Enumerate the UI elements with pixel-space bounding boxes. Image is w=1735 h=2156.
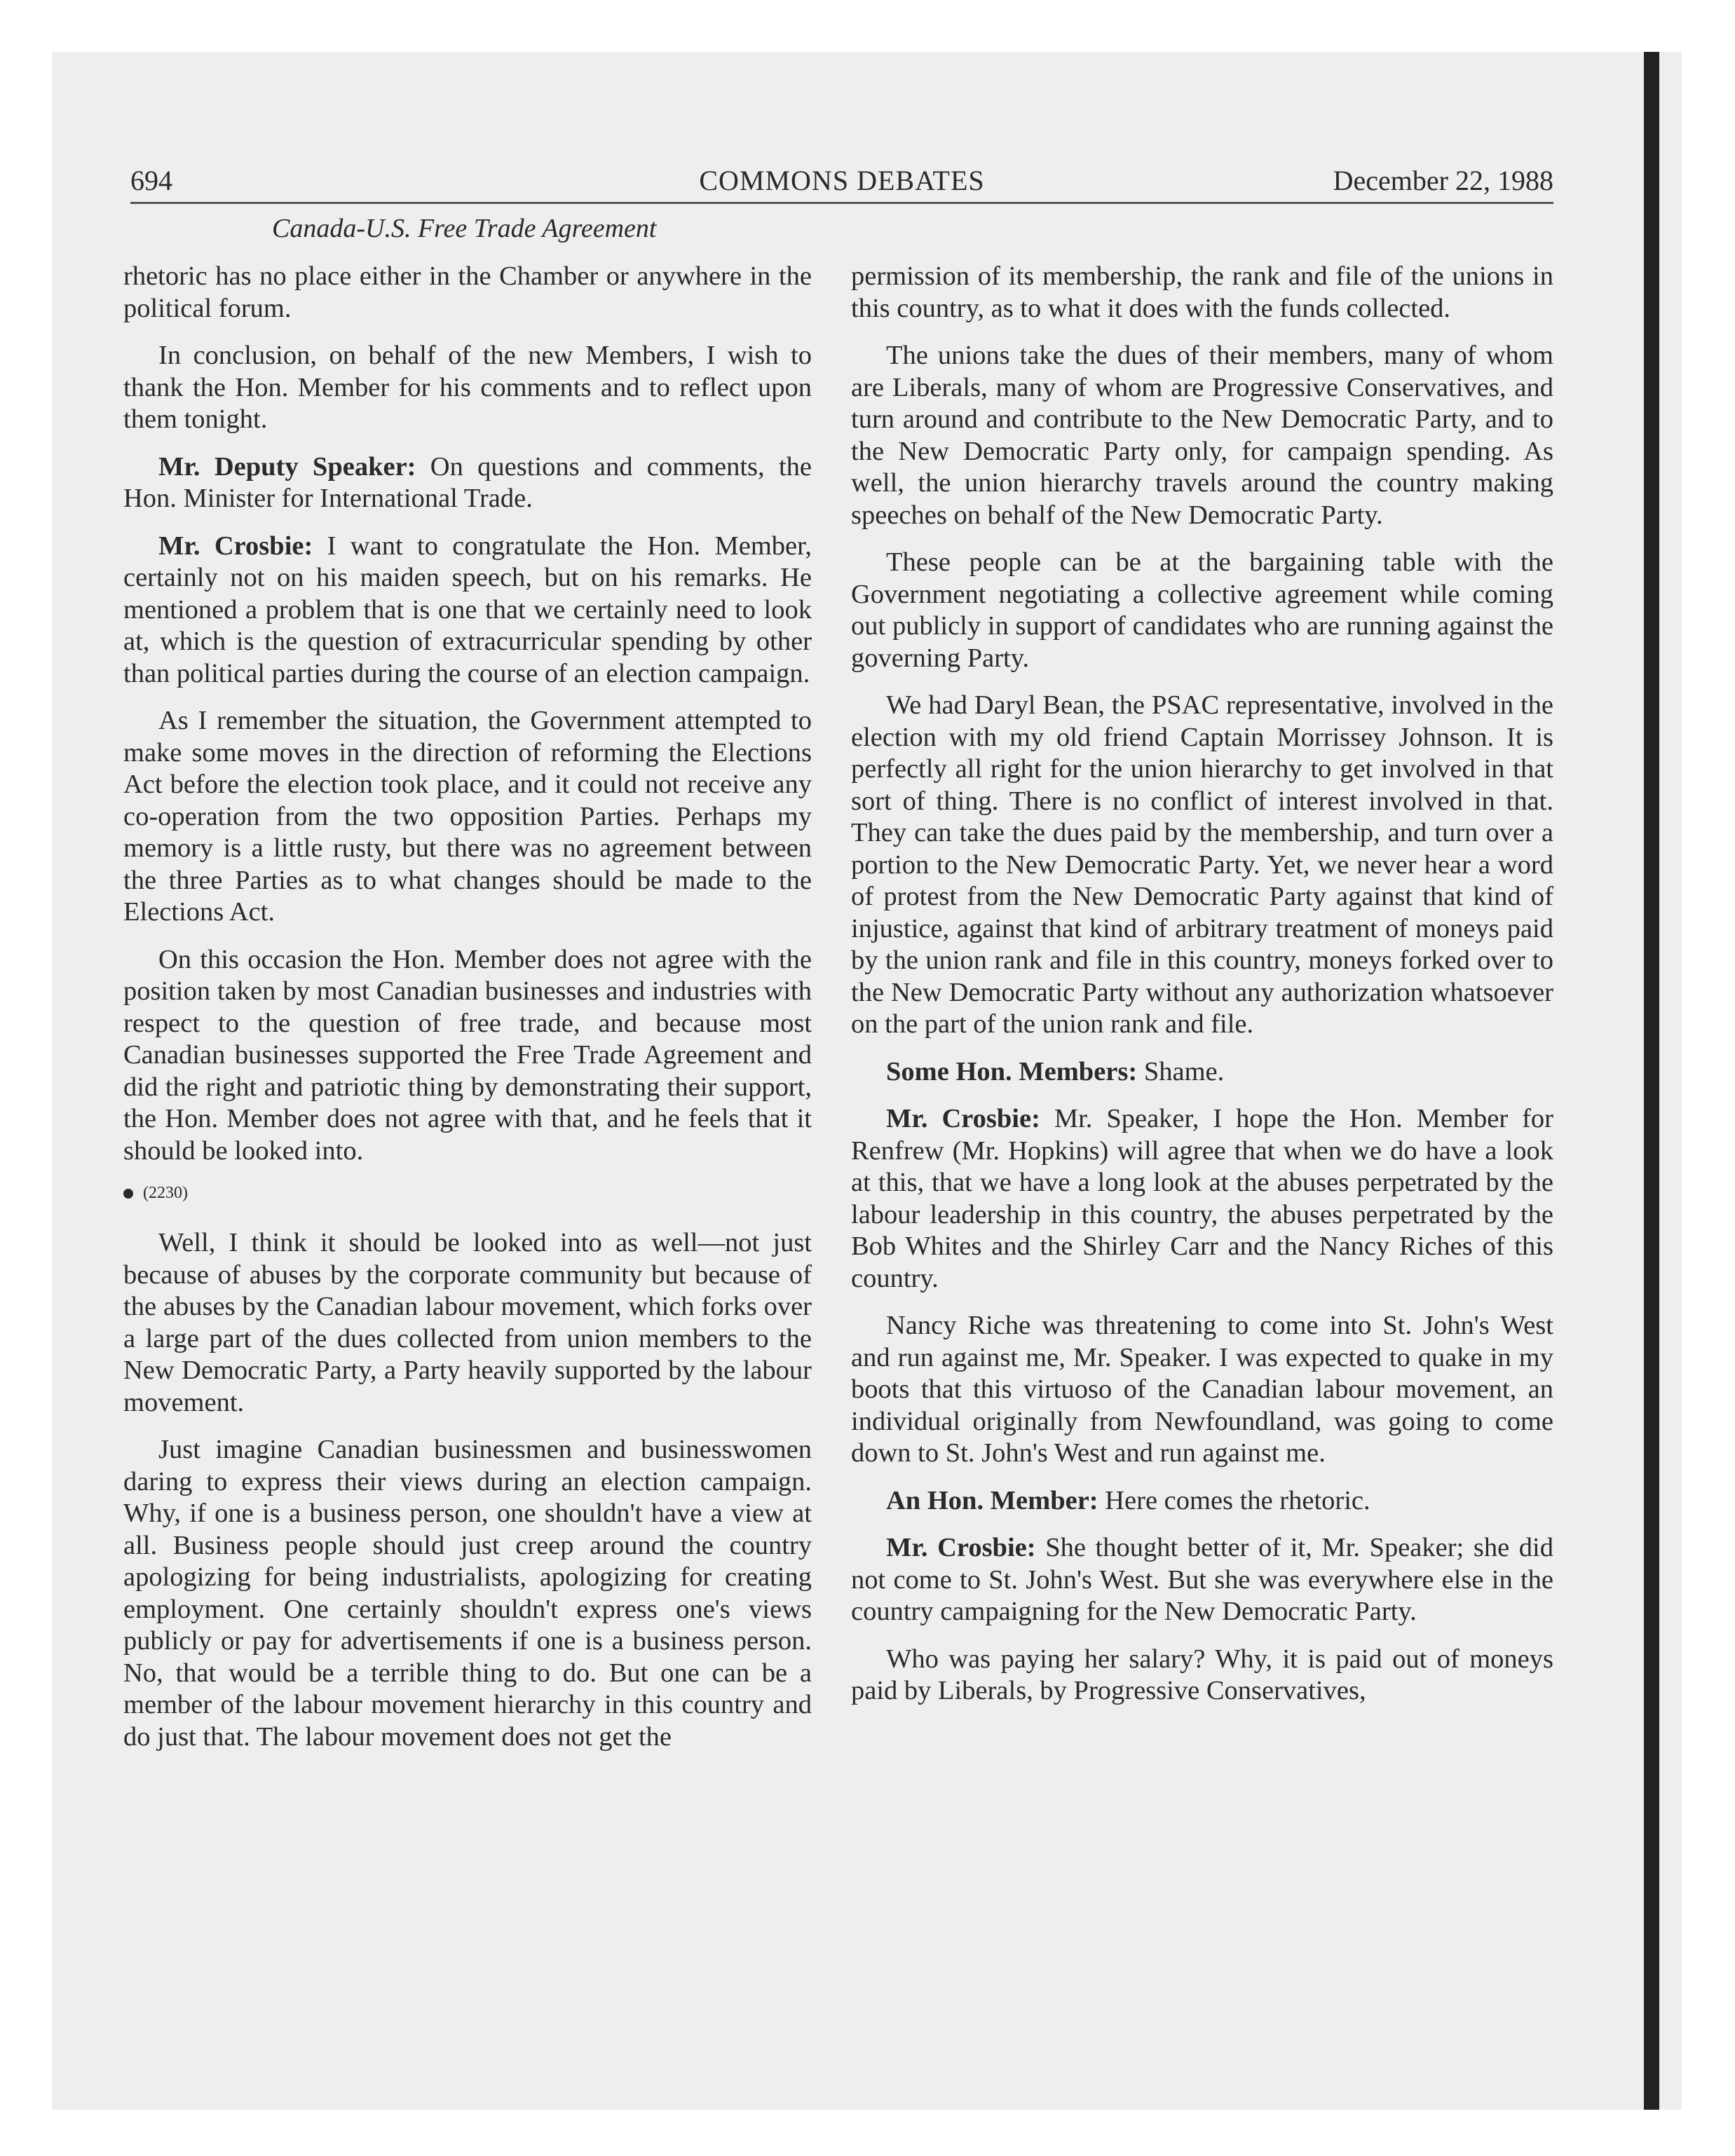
paragraph: In conclusion, on behalf of the new Members, I wish to thank the Hon. Member for his comments and to reflect upon them tonight. xyxy=(123,341,812,434)
speaker-name: Some Hon. Members: xyxy=(886,1056,1138,1086)
page-number: 694 xyxy=(130,165,172,196)
speech-text: Here comes the rhetoric. xyxy=(1098,1485,1370,1515)
paragraph: These people can be at the bargaining table with the Government negotiating a collective agreement while coming out publicly in support of candidates who are running against the governing Party. xyxy=(851,547,1553,673)
page-date: December 22, 1988 xyxy=(1333,165,1553,196)
paragraph: Well, I think it should be looked into as well—not just because of abuses by the corporate community but because of the abuses by the Canadian labour movement, which forks over a large part of the dues collected from union members to the New Democratic Party, a Party heavily supported by the labour movement. xyxy=(123,1228,812,1417)
paragraph: Who was paying her salary? Why, it is paid out of moneys paid by Liberals, by Progressive Conservatives, xyxy=(851,1644,1553,1705)
speaker-name: An Hon. Member: xyxy=(886,1485,1098,1515)
time-marker xyxy=(123,1182,812,1203)
paragraph: As I remember the situation, the Government attempted to make some moves in the direction of reforming the Elections Act before the election took place, and it could not receive any co-operation from the two opposition Parties. Perhaps my memory is a little rusty, but there was no agreement between the three Parties as to what changes should be made to the Elections Act. xyxy=(123,706,812,927)
paragraph: rhetoric has no place either in the Chamber or anywhere in the political forum. xyxy=(123,261,812,323)
paragraph: The unions take the dues of their members, many of whom are Liberals, many of whom are Progressive Conservatives, and turn around and contribute to the New Democratic Party, and to the New Democratic Party only, for campaign spending. As well, the union hierarchy travels around the country making speeches on behalf of the New Democratic Party. xyxy=(851,341,1553,530)
paragraph xyxy=(851,1485,1553,1517)
speech-text: She thought better of it, Mr. Speaker; she did not come to St. John's West. But she was everywhere else in the country campaigning for the New Democratic Party. xyxy=(851,1533,1553,1626)
speech-text: On questions and comments, the Hon. Minister for International Trade. xyxy=(123,451,812,513)
paragraph: On this occasion the Hon. Member does not agree with the position taken by most Canadian businesses and industries with respect to the question of free trade, and because most Canadian businesses supported the Free Trade Agreement and did the right and patriotic thing by demonstrating their support, the Hon. Member does not agree with that, and he feels that it should be looked into. xyxy=(123,944,812,1166)
paragraph: Just imagine Canadian businessmen and businesswomen daring to express their views during an election campaign. Why, if one is a business person, one shouldn't have a view at all. Business people should just creep around the country apologizing for being industrialists, apologizing for creating employment. One certainly shouldn't express one's views publicly or pay for advertisements if one is a business person. No, that would be a terrible thing to do. But one can be a member of the labour movement hierarchy in this country and do just that. The labour movement does not get the xyxy=(123,1435,812,1752)
paragraph: permission of its membership, the rank and file of the unions in this country, as to what it does with the funds collected. xyxy=(851,261,1553,323)
speech-text: I want to congratulate the Hon. Member, certainly not on his maiden speech, but on his remarks. He mentioned a problem that is one that we certainly need to look at, which is the question of extracurricular spending by other than political parties during the course of an election campaign. xyxy=(123,531,812,688)
paragraph xyxy=(851,1532,1553,1628)
paragraph: Nancy Riche was threatening to come into St. John's West and run against me, Mr. Speaker. I was expected to quake in my boots that this virtuoso of the Canadian labour movement, an individual originally from Newfoundland, was going to come down to St. John's West and run against me. xyxy=(851,1311,1553,1468)
paragraph xyxy=(851,1056,1553,1089)
left-column xyxy=(123,261,812,1768)
speaker-name: Mr. Crosbie: xyxy=(886,1533,1036,1562)
time-marker-text: (2230) xyxy=(143,1184,188,1202)
binding-edge xyxy=(1644,52,1659,2110)
publication-title: COMMONS DEBATES xyxy=(699,165,985,196)
debate-subject: Canada-U.S. Free Trade Agreement xyxy=(272,214,657,243)
paragraph xyxy=(123,451,812,515)
paragraph xyxy=(851,1103,1553,1295)
speech-text: Mr. Speaker, I hope the Hon. Member for Renfrew (Mr. Hopkins) will agree that when we do have a look at this, that we have a long look at the abuses perpetrated by the labour leadership in this country, the abuses perpetrated by the Bob Whites and the Shirley Carr and the Nancy Riches of this country. xyxy=(851,1104,1553,1293)
bullet-icon xyxy=(123,1189,133,1199)
speech-text: Shame. xyxy=(1137,1056,1225,1086)
paragraph xyxy=(123,531,812,690)
page-header xyxy=(130,163,1553,204)
paragraph: We had Daryl Bean, the PSAC representative, involved in the election with my old friend Captain Morrissey Johnson. It is perfectly all right for the union hierarchy to get involved in that sort of thing. There is no conflict of interest involved in that. They can take the dues paid by the membership, and turn over a portion to the New Democratic Party. Yet, we never hear a word of protest from the New Democratic Party against that kind of injustice, against that kind of arbitrary treatment of moneys paid by the union rank and file in this country, moneys forked over to the New Democratic Party without any authorization whatsoever on the part of the union rank and file. xyxy=(851,690,1553,1039)
speaker-name: Mr. Deputy Speaker: xyxy=(158,451,416,482)
right-column xyxy=(851,261,1553,1723)
speaker-name: Mr. Crosbie: xyxy=(886,1104,1040,1133)
speaker-name: Mr. Crosbie: xyxy=(158,531,313,561)
